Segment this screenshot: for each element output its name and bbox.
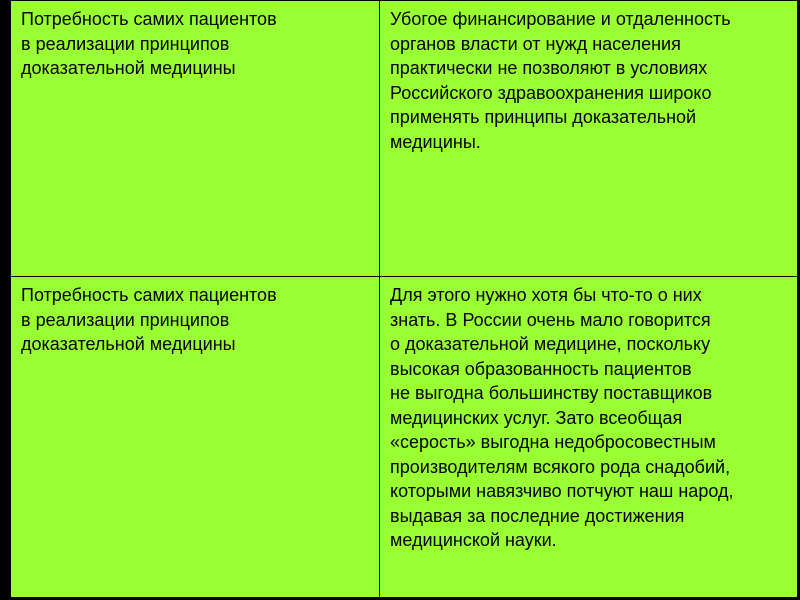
table-cell-topic: Потребность самих пациентов в реализации принципов доказательной медицины — [11, 277, 380, 599]
content-table — [10, 0, 798, 598]
table-cell-topic: Потребность самих пациентов в реализации принципов доказательной медицины — [11, 1, 380, 276]
table-row — [11, 1, 797, 277]
table-row — [11, 277, 797, 599]
table-cell-description: Для этого нужно хотя бы что-то о них знать. В России очень мало говорится о доказательной медицине, поскольку высокая образованность пациентов не выгодна большинству поставщиков медицинских услуг. Зато всеобщая «серость» выгодна недобросовестным производителям всякого рода снадобий, которыми навязчиво потчуют наш народ, выдавая за последние достижения медицинской науки. — [390, 285, 734, 550]
table-cell-description: Убогое финансирование и отдаленность органов власти от нужд населения практически не позволяют в условиях Российского здравоохранения широко применять принципы доказательной медицины. — [390, 9, 731, 152]
